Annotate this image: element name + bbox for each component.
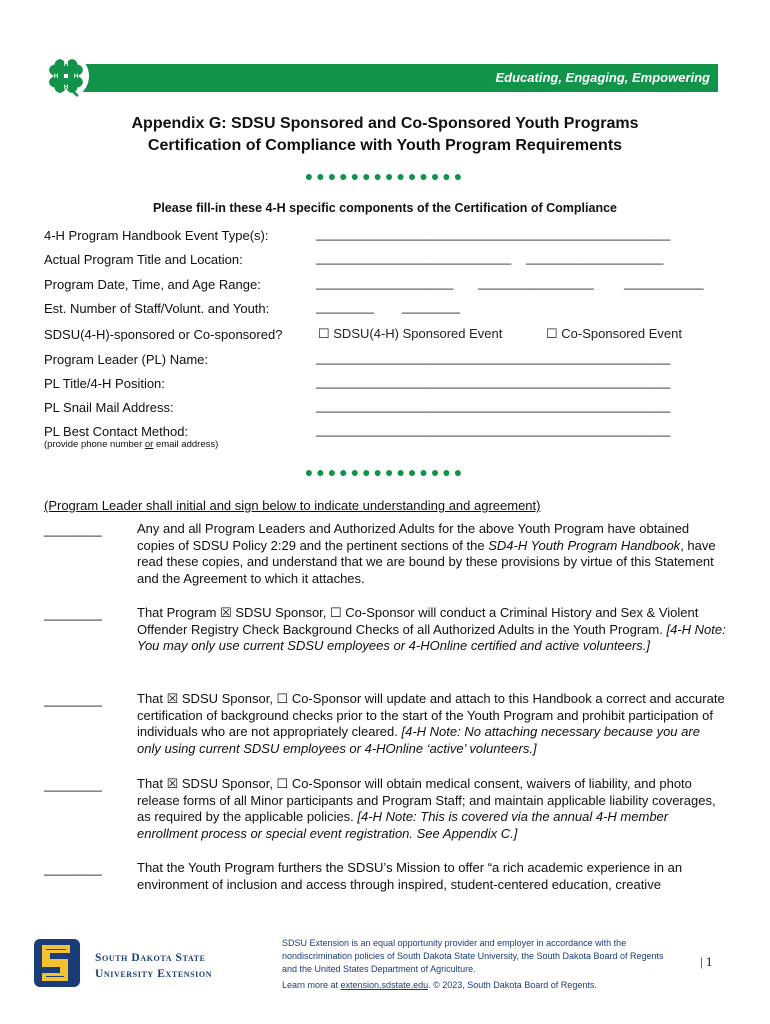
field-line-event-type[interactable]: _________________________________________________: [316, 226, 671, 241]
field-label-date-time-age: Program Date, Time, and Age Range:: [44, 277, 261, 292]
field-line-date[interactable]: ___________________: [316, 275, 454, 290]
equal-opportunity-notice: SDSU Extension is an equal opportunity provider and employer in accordance with the nondiscrimination policies of South Dakota State University, the South Dakota Board of Regents and the United States Department of Agriculture.: [282, 938, 664, 974]
field-label-mail-address: PL Snail Mail Address:: [44, 400, 174, 415]
page-title: [0, 113, 770, 157]
contact-note-post: email address): [153, 439, 219, 450]
statement-1: [137, 521, 727, 587]
statement-1-text-end: , have read these copies, and understand that we are bound by these provisions by virtue of this Statement and the Agreement to which it attaches.: [137, 537, 716, 586]
4h-clover-icon: [42, 52, 90, 100]
initial-blank[interactable]: ________: [44, 522, 102, 537]
field-line-leader-name[interactable]: _________________________________________________: [316, 350, 671, 365]
field-label-leader-name: Program Leader (PL) Name:: [44, 352, 209, 367]
checkbox-cosponsored-event[interactable]: ☐ Co-Sponsored Event: [546, 326, 682, 341]
field-label-leader-title: PL Title/4-H Position:: [44, 376, 165, 391]
learn-more-pre: Learn more at: [282, 980, 341, 990]
statement-4: [137, 776, 727, 842]
org-name-line-1: South Dakota State: [95, 952, 206, 964]
field-line-contact-method[interactable]: _________________________________________________: [316, 422, 671, 437]
field-line-leader-title[interactable]: _________________________________________________: [316, 374, 671, 389]
statement-1-italic: SD4-H Youth Program Handbook: [488, 537, 681, 553]
field-label-event-type: 4-H Program Handbook Event Type(s):: [44, 228, 269, 243]
contact-note: [44, 439, 218, 450]
field-line-age-range[interactable]: ___________: [624, 275, 704, 290]
initial-blank[interactable]: ________: [44, 777, 102, 792]
copyright-text: . © 2023, South Dakota Board of Regents.: [428, 980, 597, 990]
svg-text:H: H: [73, 74, 79, 80]
statement-3-text: That ☒ SDSU Sponsor, ☐ Co-Sponsor will update and attach to this Handbook a correct and accurate certification of background checks prior to the start of the Youth Program and prohibit participation of individuals who are not appropriately cleared.: [137, 691, 725, 739]
statement-3-note: [4-H Note: No attaching necessary because you are only using current SDSU employees or 4-HOnline ‘active’ volunteers.]: [137, 724, 700, 756]
field-line-time[interactable]: ________________: [478, 275, 594, 290]
field-label-staff-youth: Est. Number of Staff/Volunt. and Youth:: [44, 301, 270, 316]
title-line-1: Appendix G: SDSU Sponsored and Co-Sponsored Youth Programs: [131, 115, 639, 132]
statement-5: [137, 860, 727, 893]
initial-blank[interactable]: ________: [44, 606, 102, 621]
instruction-text: (Program Leader shall initial and sign below to indicate understanding and agreement): [44, 498, 541, 513]
contact-note-or: or: [144, 439, 154, 450]
field-line-youth-count[interactable]: ________: [402, 299, 460, 314]
field-line-mail-address[interactable]: _________________________________________________: [316, 398, 671, 413]
statement-4-text: That ☒ SDSU Sponsor, ☐ Co-Sponsor will obtain medical consent, waivers of liability, and photo release forms of all Minor participants and Program Staff; and maintain applicable liability coverages, as required by the applicable policies.: [137, 776, 716, 824]
field-line-location[interactable]: ___________________: [526, 250, 664, 265]
checkbox-sponsored-event[interactable]: ☐ SDSU(4-H) Sponsored Event: [318, 326, 503, 341]
svg-text:H: H: [63, 85, 69, 91]
field-line-title[interactable]: ___________________________: [316, 250, 512, 265]
title-line-2: Certification of Compliance with Youth Program Requirements: [147, 137, 623, 154]
svg-text:H: H: [53, 74, 59, 80]
org-name-line-2: University Extension: [95, 968, 213, 980]
section-subheading: Please fill-in these 4-H specific components of the Certification of Compliance: [153, 201, 617, 215]
dot-divider-top: ●●●●●●●●●●●●●●: [304, 168, 466, 184]
org-name: [95, 950, 212, 982]
field-label-contact-method: PL Best Contact Method:: [44, 424, 189, 439]
svg-text:H: H: [63, 62, 69, 68]
field-line-staff-count[interactable]: ________: [316, 299, 374, 314]
page-number: | 1: [700, 954, 713, 969]
statement-5-text: That the Youth Program furthers the SDSU’s Mission to offer “a rich academic experience in an environment of inclusion and access through inspired, student-centered education, creative: [137, 860, 683, 892]
footer-notice: [282, 937, 677, 992]
statement-2-note: [4-H Note: You may only use current SDSU employees or 4-HOnline certified and active volunteers.]: [137, 621, 726, 653]
learn-more: [282, 979, 677, 992]
initial-blank[interactable]: ________: [44, 861, 102, 876]
sdsu-logo-icon: [32, 937, 82, 989]
statement-2: [137, 605, 727, 655]
statement-4-note: [4-H Note: This is covered via the annual 4-H member enrollment process or special event registration. See Appendix C.]: [137, 809, 669, 841]
initial-blank[interactable]: ________: [44, 692, 102, 707]
statement-2-text: That Program ☒ SDSU Sponsor, ☐ Co-Sponsor will conduct a Criminal History and Sex & Violent Offender Registry Check Background Checks of all Authorized Adults in the Youth Program.: [137, 605, 699, 637]
tagline: Educating, Engaging, Empowering: [495, 70, 710, 85]
statement-1-text: Any and all Program Leaders and Authorized Adults for the above Youth Program have obtained copies of SDSU Policy 2:29 and the pertinent sections of the: [137, 521, 690, 553]
extension-link[interactable]: extension.sdstate.edu: [340, 980, 429, 990]
field-label-sponsorship: SDSU(4-H)-sponsored or Co-sponsored?: [44, 327, 283, 342]
header-banner: [52, 64, 718, 92]
contact-note-pre: (provide phone number: [44, 439, 145, 450]
statement-3: [137, 691, 727, 757]
field-label-title-location: Actual Program Title and Location:: [44, 252, 243, 267]
dot-divider-bottom: ●●●●●●●●●●●●●●: [304, 464, 466, 480]
